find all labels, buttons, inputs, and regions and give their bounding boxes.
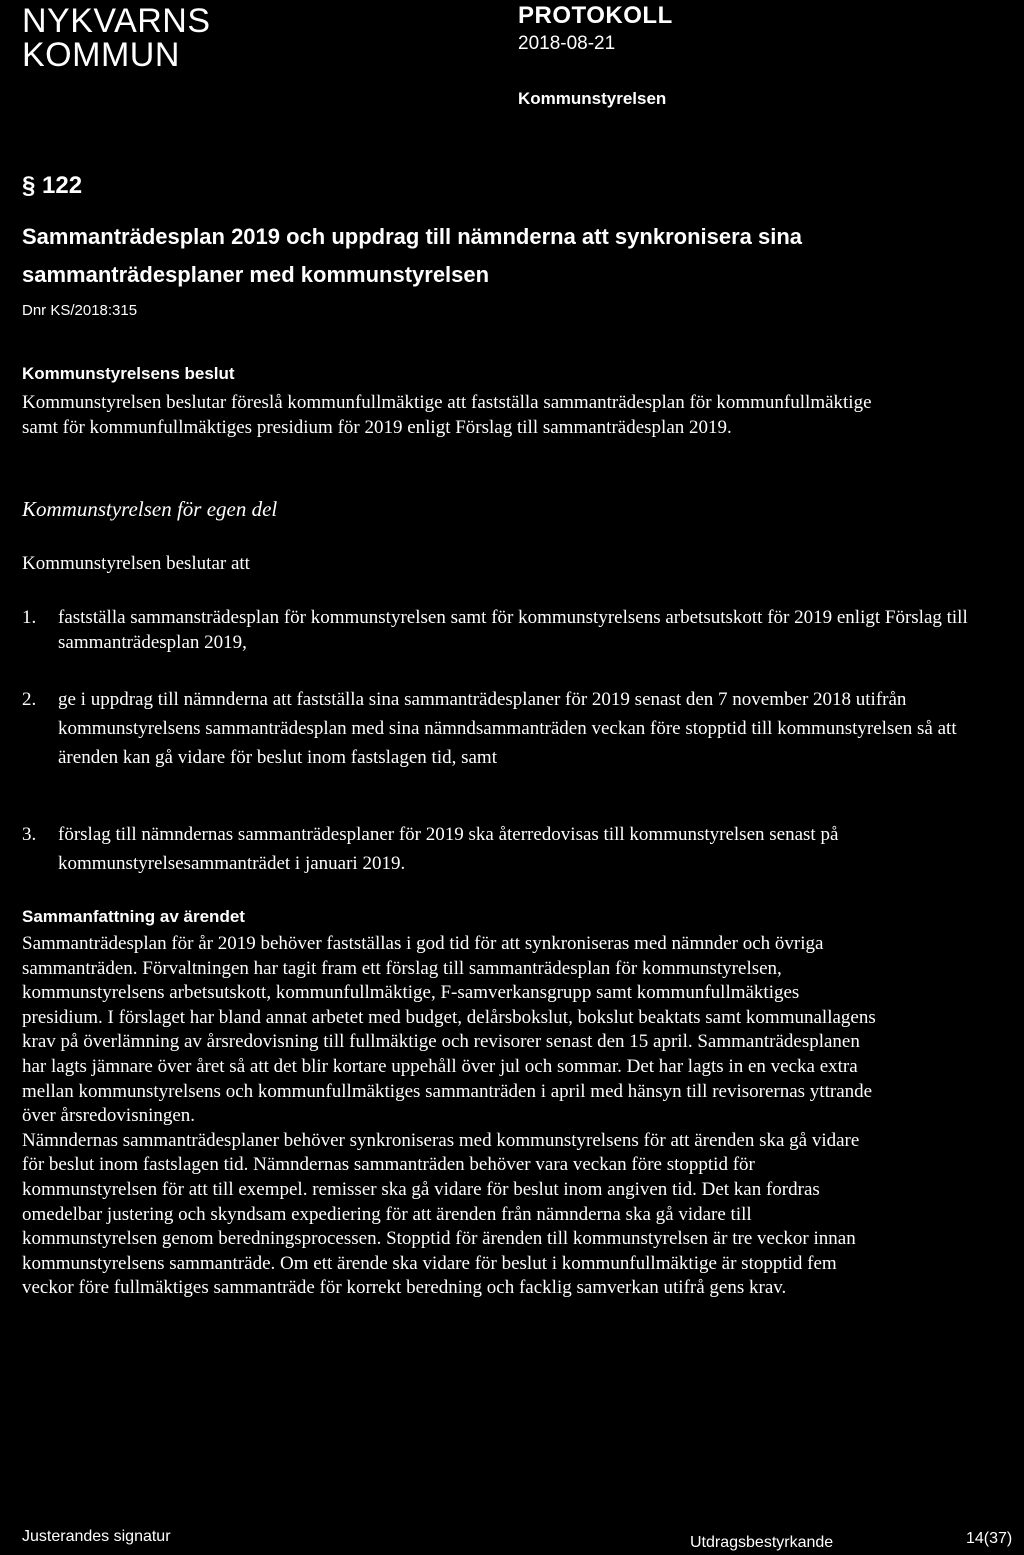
section-title: Sammanträdesplan 2019 och uppdrag till nämnderna att synkronisera sina sammanträdesplaner med kommunstyrelsen	[22, 224, 803, 287]
own-part-heading: Kommunstyrelsen för egen del	[22, 497, 278, 521]
summary-paragraph: Sammanträdesplan för år 2019 behöver fastställas i god tid för att synkroniseras med nämnder och övriga sammanträden. Förvaltningen har tagit fram ett förslag till sammanträdesplan för kommunstyrelsen, kommunstyrelsens arbetsutskott, kommunfullmäktige, F-samverkansgrupp samt kommunfullmäktiges presidium. I förslaget har bland annat arbetet med budget, delårsbokslut, bokslut beaktats samt kommunallagens krav på överlämning av årsredovisning till fullmäktige och revisorer senast den 15 april. Sammanträdesplanen har lagts jämnare över året så att det blir kortare uppehåll över jul och sommar. Det har lagts in en vecka extra mellan kommunstyrelsens och kommunfullmäktiges sammanträden i april med hänsyn till revisorernas yttrande över årsredovisningen.	[22, 933, 876, 1127]
decision-item-text: förslag till nämndernas sammanträdesplaner för 2019 ska återredovisas till kommunstyrelsen senast på kommunstyrelsesammanträdet i januari 2019.	[58, 824, 839, 874]
summary-body	[22, 932, 882, 1301]
document-date: 2018-08-21	[518, 33, 616, 54]
summary-paragraph: Nämndernas sammanträdesplaner behöver synkroniseras med kommunstyrelsens för att ärenden ska gå vidare för beslut inom fastslagen tid. Nämndernas sammanträden behöver vara veckan före stopptid för kommunstyrelsen för att till exempel. remisser ska gå vidare för beslut inom angiven tid. Det kan fordras omedelbar justering och skyndsam expediering för att ärenden från nämnderna ska gå vidare till kommunstyrelsen genom beredningsprocessen. Stopptid för ärenden till kommunstyrelsen är tre veckor innan kommunstyrelsens sammanträde. Om ett ärende ska vidare för beslut i kommunfullmäktige är stopptid fem veckor före fullmäktiges sammanträde för korrekt beredning och facklig samverkan utifrå gens krav.	[22, 1129, 860, 1299]
decision-item-text: ge i uppdrag till nämnderna att fastställa sina sammanträdesplaner för 2019 senast den 7 november 2018 utifrån kommunstyrelsens sammanträdesplan med sina nämndsammanträden veckan före stopptid till kommunstyrelsen så att ärenden kan gå vidare för beslut inom fastslagen tid, samt	[58, 689, 957, 768]
decision-item-number: 2.	[22, 689, 37, 710]
diary-number: Dnr KS/2018:315	[22, 302, 138, 319]
decision-item-number: 3.	[22, 824, 37, 845]
decision-item-number: 1.	[22, 607, 37, 628]
extract-certification-label: Utdragsbestyrkande	[690, 1534, 834, 1551]
organ-name: Kommunstyrelsen	[518, 89, 667, 108]
page-number: 14(37)	[966, 1530, 1013, 1547]
own-part-intro: Kommunstyrelsen beslutar att	[22, 553, 250, 574]
document-type: PROTOKOLL	[518, 2, 673, 29]
municipality-logo	[22, 4, 211, 72]
logo-line-2: KOMMUN	[22, 36, 180, 74]
decision-item-text: fastställa sammansträdesplan för kommunstyrelsen samt för kommunstyrelsens arbetsutskott för 2019 enligt Förslag till sammanträdesplan 2019,	[58, 607, 968, 653]
section-number: § 122	[22, 172, 83, 199]
decision-text: Kommunstyrelsen beslutar föreslå kommunfullmäktige att fastställa sammanträdesplan för kommunfullmäktige samt för kommunfullmäktiges presidium för 2019 enligt Förslag till sammanträdesplan 2019.	[22, 392, 872, 438]
logo-line-1: NYKVARNS	[22, 2, 211, 40]
decision-heading: Kommunstyrelsens beslut	[22, 364, 235, 383]
signature-label: Justerandes signatur	[22, 1528, 171, 1545]
summary-heading: Sammanfattning av ärendet	[22, 907, 245, 926]
